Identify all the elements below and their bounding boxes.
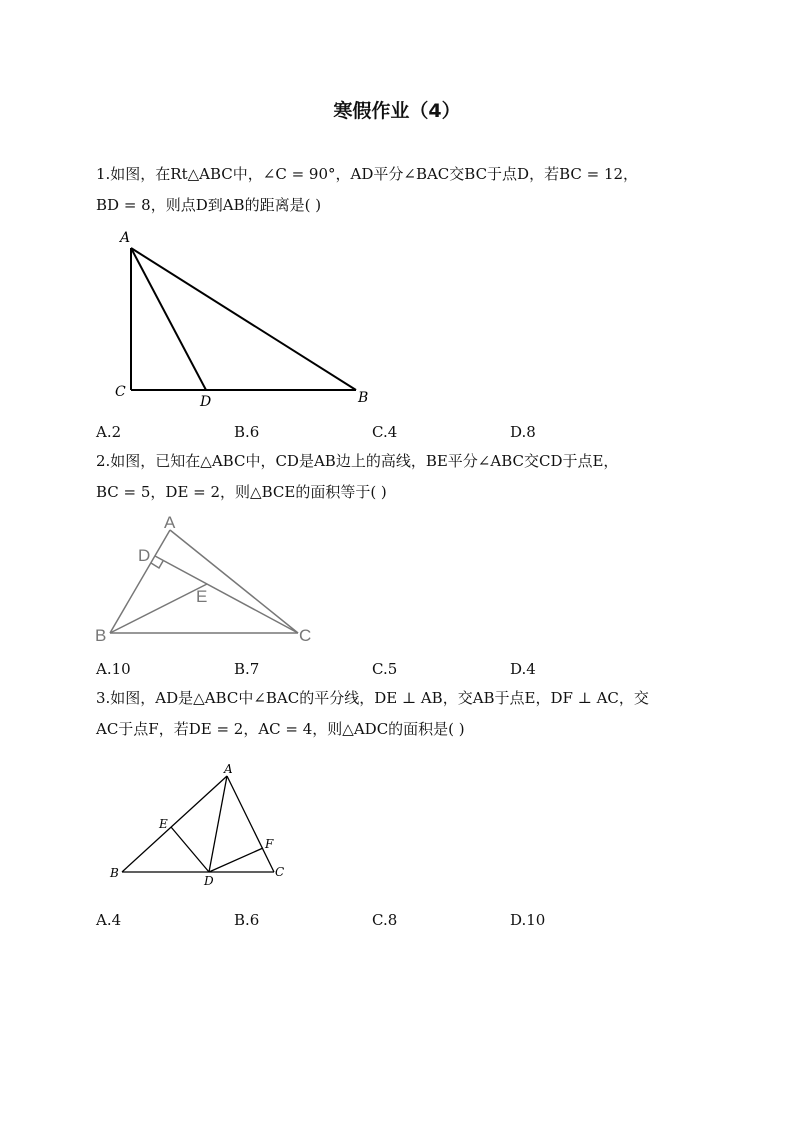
q1-text-line2: BD = 8，则点D到AB的距离是( ) — [96, 196, 322, 214]
q3-option-a[interactable]: A.4 — [96, 911, 122, 929]
q2-text-line1: 2.如图，已知在△ABC中，CD是AB边上的高线，BE平分∠ABC交CD于点E， — [96, 452, 619, 470]
q3-perp-df — [209, 848, 263, 872]
q3-side-ac — [227, 776, 274, 872]
q2-label-e: E — [196, 587, 208, 606]
q3-label-d: D — [204, 874, 214, 888]
q3-option-d[interactable]: D.10 — [510, 911, 546, 929]
q1-label-a: A — [120, 230, 131, 246]
q2-option-a[interactable]: A.10 — [96, 660, 131, 678]
q3-label-b: B — [110, 866, 119, 880]
q1-option-a[interactable]: A.2 — [96, 423, 122, 441]
q1-label-b: B — [358, 390, 369, 406]
q2-label-c: C — [299, 626, 312, 645]
q1-label-d: D — [200, 394, 212, 410]
q2-label-b: B — [95, 626, 107, 645]
q2-option-d[interactable]: D.4 — [510, 660, 536, 678]
q1-option-c[interactable]: C.4 — [372, 423, 398, 441]
q2-label-d: D — [138, 546, 151, 565]
q2-option-c[interactable]: C.5 — [372, 660, 398, 678]
q3-perp-de — [171, 827, 209, 872]
q3-text-line1: 3.如图，AD是△ABC中∠BAC的平分线，DE ⊥ AB，交AB于点E，DF ⊥ AC，交 — [96, 689, 649, 707]
q3-label-e: E — [159, 817, 168, 831]
q3-label-f: F — [265, 837, 274, 851]
q3-option-c[interactable]: C.8 — [372, 911, 398, 929]
q2-text-line2: BC = 5，DE = 2，则△BCE的面积等于( ) — [96, 483, 387, 501]
q3-label-a: A — [224, 762, 233, 776]
q2-label-a: A — [164, 513, 176, 532]
q3-label-c: C — [275, 865, 285, 879]
q2-option-b[interactable]: B.7 — [234, 660, 260, 678]
q1-option-d[interactable]: D.8 — [510, 423, 536, 441]
q1-text-line1: 1.如图，在Rt△ABC中，∠C = 90°，AD平分∠BAC交BC于点D，若BC = 12， — [96, 165, 639, 183]
q3-text-line2: AC于点F，若DE = 2，AC = 4，则△ADC的面积是( ) — [96, 720, 465, 738]
q1-label-c: C — [115, 384, 126, 400]
q3-option-b[interactable]: B.6 — [234, 911, 260, 929]
q1-option-b[interactable]: B.6 — [234, 423, 260, 441]
page-title: 寒假作业（4） — [333, 100, 461, 122]
